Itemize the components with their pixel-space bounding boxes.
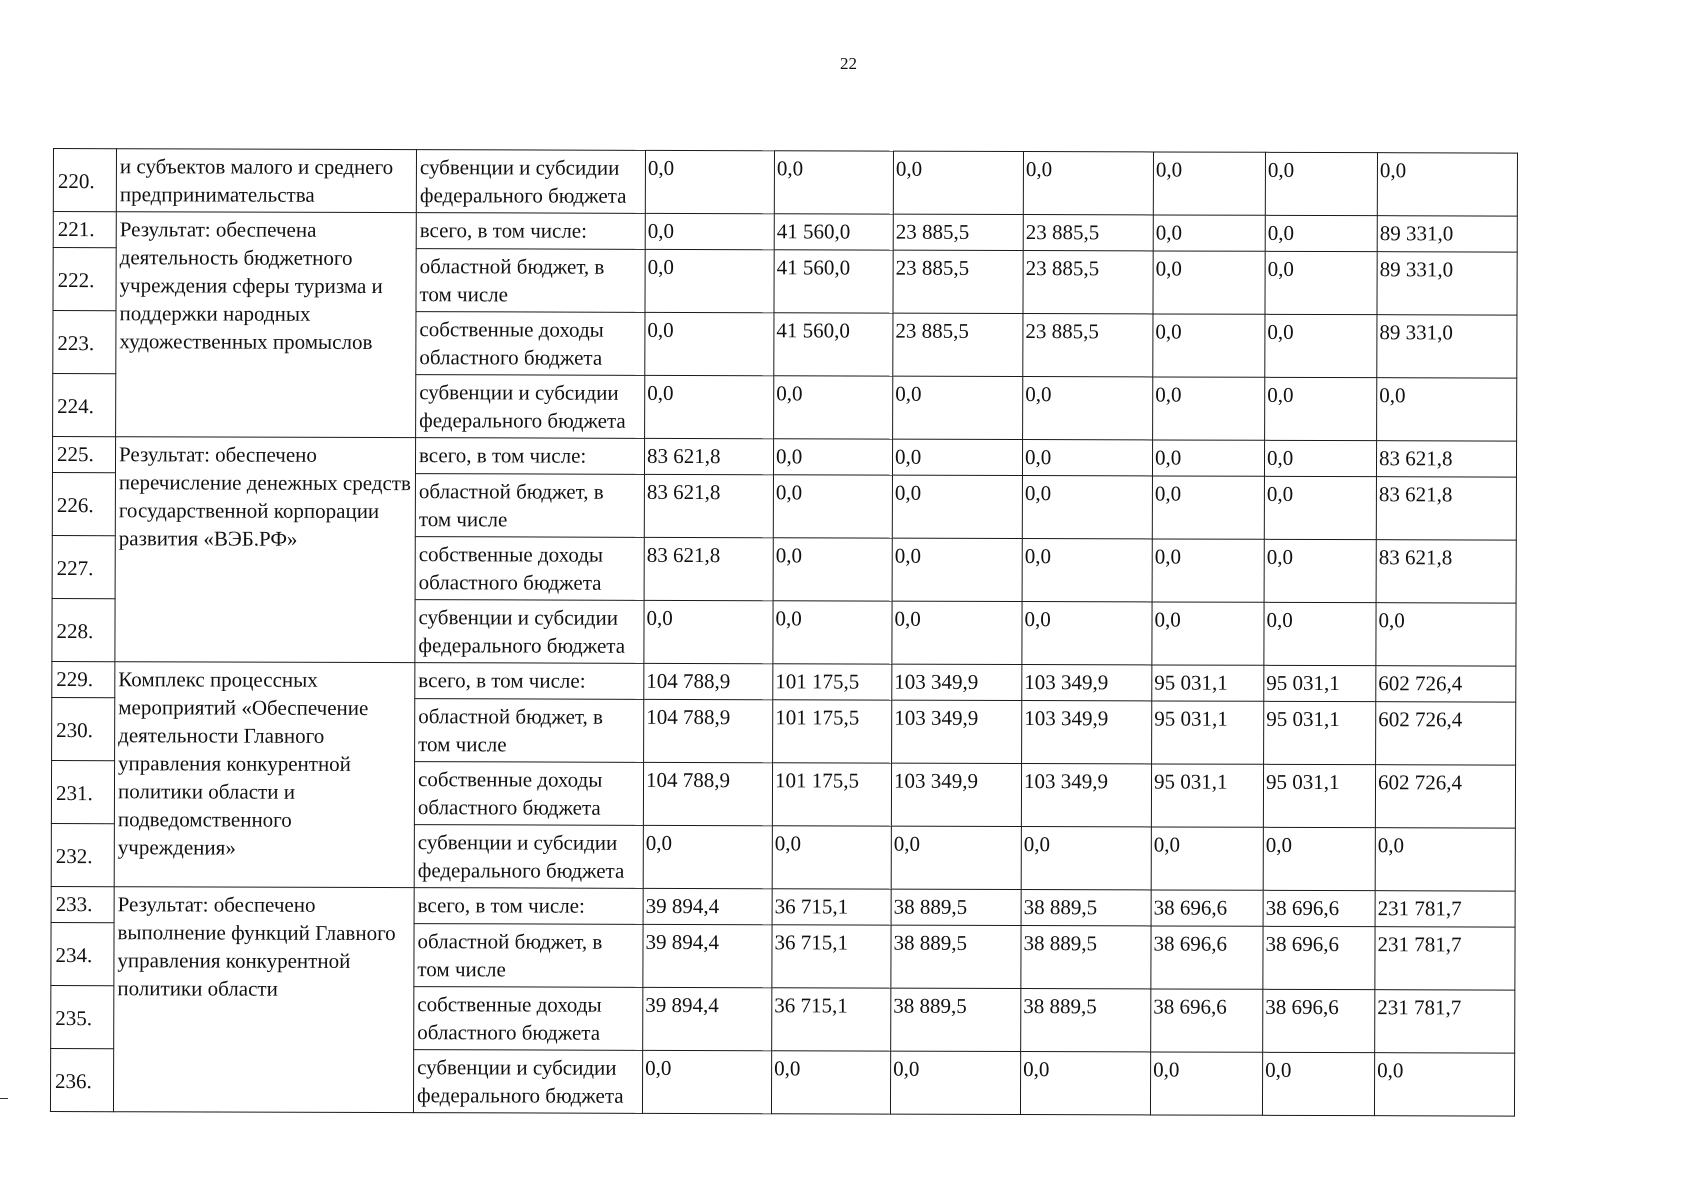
year-value-cell: 36 715,1 <box>772 988 891 1051</box>
row-number-cell: 227. <box>52 535 115 598</box>
row-number-cell: 236. <box>50 1048 113 1111</box>
row-number-cell: 230. <box>52 697 115 760</box>
row-number-cell: 232. <box>51 823 114 886</box>
year-value-cell: 0,0 <box>645 312 774 375</box>
year-value-cell: 0,0 <box>1153 314 1265 377</box>
year-value-cell: 0,0 <box>773 475 892 538</box>
result-description-cell: и субъектов малого и среднего предпринимательства <box>116 149 416 213</box>
table-row <box>52 437 1516 478</box>
row-number-cell: 228. <box>52 598 115 661</box>
funding-source-cell: субвенции и субсидии федерального бюджета <box>413 1050 642 1114</box>
row-number-cell: 234. <box>51 922 114 985</box>
year-value-cell: 38 696,6 <box>1263 989 1375 1052</box>
total-value-cell: 0,0 <box>1376 603 1516 666</box>
table-row <box>53 212 1517 253</box>
year-value-cell: 41 560,0 <box>774 250 893 313</box>
year-value-cell: 23 885,5 <box>893 214 1023 250</box>
year-value-cell: 103 349,9 <box>1022 701 1152 764</box>
year-value-cell: 38 889,5 <box>891 988 1021 1051</box>
year-value-cell: 0,0 <box>1023 152 1153 215</box>
year-value-cell: 0,0 <box>1264 440 1376 476</box>
year-value-cell: 39 894,4 <box>643 987 772 1050</box>
year-value-cell: 0,0 <box>772 826 891 889</box>
year-value-cell: 0,0 <box>1153 152 1265 215</box>
year-value-cell: 0,0 <box>774 376 893 439</box>
year-value-cell: 103 349,9 <box>892 664 1022 700</box>
year-value-cell: 38 889,5 <box>891 889 1021 925</box>
year-value-cell: 0,0 <box>1151 827 1263 890</box>
table-row <box>53 149 1517 217</box>
result-description-cell: Результат: обеспечена деятельность бюджетного учреждения сферы туризма и поддержки народных художественных промыслов <box>116 212 417 438</box>
year-value-cell: 0,0 <box>773 601 892 664</box>
year-value-cell: 0,0 <box>773 439 892 475</box>
year-value-cell: 0,0 <box>774 151 893 214</box>
year-value-cell: 95 031,1 <box>1152 701 1264 764</box>
funding-source-cell: собственные доходы областного бюджета <box>415 537 644 601</box>
year-value-cell: 0,0 <box>1265 152 1377 215</box>
year-value-cell: 41 560,0 <box>774 214 893 250</box>
year-value-cell: 0,0 <box>643 825 772 888</box>
year-value-cell: 0,0 <box>1264 476 1376 539</box>
year-value-cell: 23 885,5 <box>1023 314 1153 377</box>
result-description-cell: Результат: обеспечено перечисление денежных средств государственной корпорации развития «ВЭБ.РФ» <box>115 437 416 663</box>
year-value-cell: 23 885,5 <box>1023 251 1153 314</box>
total-value-cell: 89 331,0 <box>1377 216 1517 252</box>
row-number-cell: 233. <box>51 886 114 922</box>
row-number-cell: 224. <box>53 374 116 437</box>
year-value-cell: 0,0 <box>893 376 1023 439</box>
result-description-cell: Комплекс процессных мероприятий «Обеспечение деятельности Главного управления конкурентной политики области и подведомственного учреждения» <box>114 662 415 888</box>
year-value-cell: 38 889,5 <box>1021 989 1151 1052</box>
year-value-cell: 39 894,4 <box>643 888 772 924</box>
year-value-cell: 0,0 <box>1152 602 1264 665</box>
year-value-cell: 104 788,9 <box>644 663 773 699</box>
year-value-cell: 0,0 <box>1023 377 1153 440</box>
funding-source-cell: всего, в том числе: <box>415 663 644 700</box>
year-value-cell: 0,0 <box>1021 827 1151 890</box>
table-body <box>50 149 1517 1117</box>
year-value-cell: 95 031,1 <box>1263 764 1375 827</box>
year-value-cell: 95 031,1 <box>1152 665 1264 701</box>
year-value-cell: 38 889,5 <box>1021 890 1151 926</box>
funding-source-cell: всего, в том числе: <box>416 213 645 250</box>
total-value-cell: 0,0 <box>1377 153 1517 216</box>
funding-source-cell: субвенции и субсидии федерального бюджета <box>416 150 645 214</box>
result-description-cell: Результат: обеспечено выполнение функций Главного управления конкурентной политики области <box>113 887 414 1113</box>
row-number-cell: 229. <box>52 661 115 697</box>
year-value-cell: 0,0 <box>891 826 1021 889</box>
total-value-cell: 231 781,7 <box>1375 990 1515 1053</box>
year-value-cell: 0,0 <box>1263 827 1375 890</box>
row-number-cell: 222. <box>53 248 116 311</box>
year-value-cell: 38 696,6 <box>1151 989 1263 1052</box>
year-value-cell: 23 885,5 <box>893 313 1023 376</box>
year-value-cell: 0,0 <box>645 375 774 438</box>
year-value-cell: 83 621,8 <box>644 474 773 537</box>
total-value-cell: 602 726,4 <box>1376 666 1516 702</box>
year-value-cell: 0,0 <box>892 475 1022 538</box>
year-value-cell: 0,0 <box>1153 251 1265 314</box>
year-value-cell: 0,0 <box>892 538 1022 601</box>
year-value-cell: 0,0 <box>644 600 773 663</box>
row-number-cell: 221. <box>53 212 116 248</box>
year-value-cell: 103 349,9 <box>892 700 1022 763</box>
year-value-cell: 0,0 <box>773 538 892 601</box>
year-value-cell: 39 894,4 <box>643 924 772 987</box>
total-value-cell: 0,0 <box>1375 828 1515 891</box>
year-value-cell: 0,0 <box>1022 539 1152 602</box>
year-value-cell: 0,0 <box>1264 602 1376 665</box>
year-value-cell: 103 349,9 <box>1022 665 1152 701</box>
year-value-cell: 0,0 <box>1152 476 1264 539</box>
year-value-cell: 0,0 <box>1264 539 1376 602</box>
funding-source-cell: субвенции и субсидии федерального бюджета <box>415 600 644 664</box>
year-value-cell: 0,0 <box>893 151 1023 214</box>
total-value-cell: 89 331,0 <box>1377 315 1517 378</box>
year-value-cell: 23 885,5 <box>893 250 1023 313</box>
row-number-cell: 225. <box>52 437 115 473</box>
funding-source-cell: собственные доходы областного бюджета <box>416 312 645 376</box>
total-value-cell: 83 621,8 <box>1376 477 1516 540</box>
funding-source-cell: субвенции и субсидии федерального бюджета <box>416 375 645 439</box>
row-number-cell: 231. <box>51 760 114 823</box>
year-value-cell: 0,0 <box>1265 377 1377 440</box>
year-value-cell: 95 031,1 <box>1264 701 1376 764</box>
year-value-cell: 83 621,8 <box>644 537 773 600</box>
year-value-cell: 0,0 <box>771 1051 890 1114</box>
page-number: 22 <box>840 54 857 73</box>
year-value-cell: 103 349,9 <box>891 763 1021 826</box>
year-value-cell: 101 175,5 <box>772 763 891 826</box>
year-value-cell: 0,0 <box>1153 377 1265 440</box>
year-value-cell: 104 788,9 <box>644 699 773 762</box>
budget-table <box>50 148 1518 1117</box>
funding-source-cell: областной бюджет, в том числе <box>416 249 645 313</box>
total-value-cell: 602 726,4 <box>1376 702 1516 765</box>
total-value-cell: 0,0 <box>1374 1053 1514 1116</box>
year-value-cell: 95 031,1 <box>1264 665 1376 701</box>
table-row <box>52 661 1516 702</box>
funding-source-cell: собственные доходы областного бюджета <box>414 987 643 1051</box>
year-value-cell: 38 696,6 <box>1151 926 1263 989</box>
year-value-cell: 101 175,5 <box>773 664 892 700</box>
year-value-cell: 0,0 <box>642 1050 771 1113</box>
table-row <box>51 886 1515 927</box>
year-value-cell: 0,0 <box>892 601 1022 664</box>
year-value-cell: 0,0 <box>1265 215 1377 251</box>
total-value-cell: 231 781,7 <box>1375 927 1515 990</box>
year-value-cell: 0,0 <box>645 213 774 249</box>
year-value-cell: 0,0 <box>1020 1052 1150 1115</box>
total-value-cell: 83 621,8 <box>1376 441 1516 477</box>
funding-source-cell: областной бюджет, в том числе <box>414 924 643 988</box>
year-value-cell: 0,0 <box>1152 440 1264 476</box>
year-value-cell: 0,0 <box>1022 440 1152 476</box>
year-value-cell: 0,0 <box>890 1051 1020 1114</box>
year-value-cell: 83 621,8 <box>644 438 773 474</box>
total-value-cell: 0,0 <box>1377 378 1517 441</box>
year-value-cell: 95 031,1 <box>1151 764 1263 827</box>
total-value-cell: 83 621,8 <box>1376 540 1516 603</box>
year-value-cell: 0,0 <box>1265 251 1377 314</box>
row-number-cell: 226. <box>52 472 115 535</box>
year-value-cell: 0,0 <box>1265 314 1377 377</box>
year-value-cell: 36 715,1 <box>772 889 891 925</box>
funding-source-cell: областной бюджет, в том числе <box>415 474 644 538</box>
year-value-cell: 104 788,9 <box>643 762 772 825</box>
total-value-cell: 89 331,0 <box>1377 252 1517 315</box>
total-value-cell: 602 726,4 <box>1375 765 1515 828</box>
funding-source-cell: всего, в том числе: <box>414 888 643 925</box>
row-number-cell: 223. <box>53 311 116 374</box>
year-value-cell: 0,0 <box>892 439 1022 475</box>
year-value-cell: 0,0 <box>1152 539 1264 602</box>
year-value-cell: 0,0 <box>1022 476 1152 539</box>
year-value-cell: 101 175,5 <box>773 700 892 763</box>
total-value-cell: 231 781,7 <box>1375 891 1515 927</box>
funding-source-cell: областной бюджет, в том числе <box>415 699 644 763</box>
year-value-cell: 38 696,6 <box>1263 890 1375 926</box>
margin-mark <box>0 1098 8 1099</box>
year-value-cell: 103 349,9 <box>1021 764 1151 827</box>
year-value-cell: 41 560,0 <box>774 313 893 376</box>
year-value-cell: 0,0 <box>645 150 774 213</box>
funding-source-cell: собственные доходы областного бюджета <box>414 762 643 826</box>
year-value-cell: 36 715,1 <box>772 925 891 988</box>
year-value-cell: 38 889,5 <box>891 925 1021 988</box>
year-value-cell: 0,0 <box>1150 1052 1262 1115</box>
year-value-cell: 23 885,5 <box>1023 215 1153 251</box>
year-value-cell: 0,0 <box>1262 1052 1374 1115</box>
year-value-cell: 0,0 <box>645 249 774 312</box>
year-value-cell: 0,0 <box>1022 602 1152 665</box>
row-number-cell: 220. <box>53 149 116 212</box>
year-value-cell: 38 889,5 <box>1021 926 1151 989</box>
year-value-cell: 38 696,6 <box>1151 890 1263 926</box>
funding-source-cell: всего, в том числе: <box>415 438 644 475</box>
funding-source-cell: субвенции и субсидии федерального бюджета <box>414 825 643 889</box>
year-value-cell: 38 696,6 <box>1263 926 1375 989</box>
budget-table-container <box>50 148 1518 1117</box>
row-number-cell: 235. <box>51 985 114 1048</box>
year-value-cell: 0,0 <box>1153 215 1265 251</box>
